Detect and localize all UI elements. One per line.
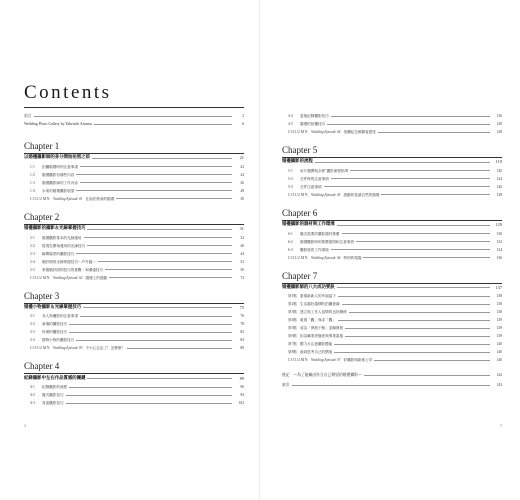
toc-page-number: 89 bbox=[239, 375, 244, 381]
toc-section-entry bbox=[24, 258, 244, 266]
chapter-heading: Chapter 5 bbox=[282, 145, 318, 155]
leader-line bbox=[331, 116, 490, 117]
toc-page-number: 102 bbox=[238, 401, 244, 406]
section-title: 生活越好越開的拍攝意識 bbox=[300, 302, 340, 307]
section-number: 5-1 bbox=[288, 168, 293, 173]
section-title: 重視新新人的幸福當下 bbox=[300, 294, 336, 299]
column-title: 特別的現場 bbox=[343, 255, 362, 260]
toc-section-entry bbox=[282, 300, 502, 308]
chapter-title: 婚禮攝影的流程 bbox=[282, 159, 313, 165]
toc-page-number: 120 bbox=[496, 168, 502, 173]
toc-page-number: 6 bbox=[242, 122, 244, 126]
toc-section-entry bbox=[24, 383, 244, 391]
toc-column-entry bbox=[24, 344, 244, 352]
left-toc bbox=[24, 112, 244, 407]
right-toc bbox=[282, 112, 502, 390]
section-title: 掌握婚紗照的技巧的挑戰・和溝通技巧 bbox=[42, 267, 104, 272]
toc-back-entry bbox=[282, 370, 502, 380]
toc-page-number: 74 bbox=[240, 275, 244, 280]
chapter-title: 婚禮攝影的器材與工作環境 bbox=[282, 222, 335, 228]
left-page bbox=[0, 0, 259, 500]
chapter-title: 以婚禮攝影師的身分開始拍照之前 bbox=[24, 155, 90, 161]
toc-section-entry bbox=[282, 120, 502, 128]
toc-page-number: 142 bbox=[496, 373, 502, 378]
toc-section-entry bbox=[282, 183, 502, 191]
episode-label: Wedding Episode 03 bbox=[53, 346, 83, 351]
leader-line bbox=[92, 158, 232, 159]
leader-line bbox=[127, 348, 232, 349]
section-number: 6-2 bbox=[288, 239, 293, 244]
section-number: 2-2 bbox=[30, 243, 35, 248]
episode-label: Wedding Episode 02 bbox=[53, 275, 83, 280]
leader-line bbox=[315, 162, 490, 163]
section-number: 第4點 bbox=[288, 318, 297, 323]
section-title: 儀式需要的攝影器材推薦 bbox=[300, 231, 340, 236]
leader-line bbox=[80, 316, 232, 317]
leader-line bbox=[337, 225, 490, 226]
leader-line bbox=[337, 287, 490, 288]
toc-page-number: 44 bbox=[240, 251, 244, 256]
chapter-title-entry bbox=[282, 283, 502, 292]
section-number: 第6點 bbox=[288, 334, 297, 339]
toc-section-entry bbox=[282, 230, 502, 238]
chapter-title: 婚禮攝影師的八大成功要訣 bbox=[282, 284, 335, 290]
toc-page-number: 75 bbox=[239, 304, 244, 310]
toc-section-entry bbox=[24, 163, 244, 171]
section-number: 第8點 bbox=[288, 350, 297, 355]
column-label: COLUMN bbox=[30, 275, 51, 280]
section-title: 靜物小物的攝影技巧 bbox=[42, 338, 75, 343]
page-title: Contents bbox=[24, 82, 112, 103]
section-number: 6-1 bbox=[288, 231, 293, 236]
section-title: 會場的攝影技巧 bbox=[42, 322, 68, 327]
section-number: 3-1 bbox=[30, 314, 35, 319]
column-title: 在南法教會的婚禮 bbox=[85, 196, 115, 201]
toc-section-entry bbox=[282, 167, 502, 175]
leader-line bbox=[84, 237, 232, 238]
section-title: 婚禮攝影有哪些內容 bbox=[42, 172, 75, 177]
section-title: 體力＆注意攝影體能 bbox=[300, 342, 333, 347]
toc-section-entry bbox=[24, 336, 244, 344]
column-title: 拍攝紀念照顧客感受 bbox=[343, 130, 376, 134]
toc-page-number: 134 bbox=[496, 247, 502, 252]
toc-page-number: 40 bbox=[240, 243, 244, 248]
leader-line bbox=[76, 253, 232, 254]
section-number: 第1點 bbox=[288, 294, 297, 299]
spacer bbox=[24, 128, 244, 132]
section-number: 5-2 bbox=[288, 176, 293, 181]
toc-page-number: 21 bbox=[239, 155, 244, 161]
section-number: 4-5 bbox=[288, 122, 293, 126]
episode-label: Wedding Episode 05 bbox=[311, 192, 341, 197]
leader-line bbox=[342, 304, 490, 305]
leader-line bbox=[80, 166, 232, 167]
toc-section-entry bbox=[282, 292, 502, 300]
column-title: 感動的是讓自然的婚禮 bbox=[343, 192, 380, 197]
section-title: 非人物攝影的注意事項 bbox=[42, 314, 78, 319]
section-number: 2-4 bbox=[30, 259, 35, 264]
section-number: 3-2 bbox=[30, 322, 35, 327]
leader-line bbox=[87, 378, 232, 379]
page-folio-right: 5 bbox=[500, 424, 502, 428]
section-title: 儀式攝影技巧 bbox=[42, 393, 64, 398]
toc-back-entry bbox=[282, 380, 502, 390]
column-title: 不小心忘記了！怎麼辦！ bbox=[85, 346, 126, 351]
section-title: 瞬間場景的攝影技巧 bbox=[42, 251, 75, 256]
section-title: 從現在開始運用的光線技巧 bbox=[42, 243, 86, 248]
section-number: 3-3 bbox=[30, 330, 35, 335]
section-number: 第5點 bbox=[288, 326, 297, 331]
section-title: 婚禮攝影基本的光線運用 bbox=[42, 235, 82, 240]
section-number: 第7點 bbox=[288, 342, 297, 347]
toc-column-entry bbox=[24, 274, 244, 282]
toc-section-entry bbox=[24, 399, 244, 407]
toc-section-entry bbox=[24, 312, 244, 320]
leader-line bbox=[345, 336, 490, 337]
toc-page-number: 138 bbox=[496, 294, 502, 299]
leader-line bbox=[80, 182, 232, 183]
section-number: 第3點 bbox=[288, 310, 297, 315]
toc-section-entry bbox=[282, 308, 502, 316]
toc-page-number: 138 bbox=[496, 302, 502, 307]
chapter-title-entry bbox=[282, 158, 502, 167]
section-number: 4-3 bbox=[30, 401, 35, 406]
toc-section-entry bbox=[282, 348, 502, 356]
chapter-title: 婚禮攝影的攝影＆光線掌握技巧 bbox=[24, 226, 86, 232]
leader-line bbox=[76, 340, 232, 341]
toc-section-entry bbox=[24, 242, 244, 250]
toc-page-number: 138 bbox=[496, 310, 502, 315]
column-label: COLUMN bbox=[30, 346, 51, 351]
title-rule bbox=[24, 107, 244, 108]
toc-entry-text: Wedding Photo Gallery by Takeuchi Atsuma bbox=[24, 122, 92, 126]
leader-line bbox=[116, 198, 232, 199]
toc-page-number: 116 bbox=[496, 114, 502, 118]
leader-line bbox=[292, 385, 490, 386]
toc-page-number: 140 bbox=[496, 342, 502, 347]
toc-section-entry bbox=[24, 179, 244, 187]
section-number: 5-3 bbox=[288, 184, 293, 189]
chapter-heading: Chapter 6 bbox=[282, 207, 318, 218]
toc-section-entry bbox=[282, 246, 502, 254]
toc-page-number: 129 bbox=[495, 222, 502, 228]
toc-front-entry bbox=[24, 120, 244, 128]
chapter-heading: Chapter 4 bbox=[24, 361, 60, 372]
toc-page-number: 124 bbox=[496, 176, 502, 181]
toc-page-number: 120 bbox=[496, 122, 502, 126]
leader-line bbox=[94, 124, 232, 125]
page-folio-left: 4 bbox=[24, 424, 26, 428]
toc-section-entry bbox=[282, 332, 502, 340]
leader-line bbox=[34, 116, 232, 117]
section-number: 6-3 bbox=[288, 247, 293, 252]
leader-line bbox=[378, 132, 490, 133]
section-number: 3-4 bbox=[30, 338, 35, 343]
section-title: 建立與工作人員間的良好關係 bbox=[300, 310, 347, 315]
leader-line bbox=[356, 241, 490, 242]
toc-page-number: 32 bbox=[240, 235, 244, 240]
toc-page-number: 139 bbox=[496, 334, 502, 339]
toc-column-entry bbox=[24, 195, 244, 203]
toc-section-entry bbox=[282, 112, 502, 120]
leader-line bbox=[349, 312, 490, 313]
section-title: 成為「發展干飯」並聯發展 bbox=[300, 326, 344, 331]
leader-line bbox=[334, 352, 490, 353]
section-number: 2-5 bbox=[30, 267, 35, 272]
section-title: 紀錄攝影的流程 bbox=[42, 385, 68, 390]
toc-column-entry bbox=[282, 254, 502, 262]
toc-page-number: 137 bbox=[495, 284, 502, 290]
section-number: 第2點 bbox=[288, 302, 297, 307]
toc-page-number: 140 bbox=[496, 358, 502, 363]
toc-section-entry bbox=[282, 324, 502, 332]
toc-page-number: 128 bbox=[496, 192, 502, 197]
episode-label: Wedding Episode 01 bbox=[53, 196, 83, 201]
column-title: 好攝影與新郎公司 bbox=[343, 358, 373, 363]
toc-section-entry bbox=[24, 266, 244, 274]
toc-page-number: 128 bbox=[496, 130, 502, 134]
toc-column-entry bbox=[282, 128, 502, 136]
leader-line bbox=[364, 375, 490, 376]
toc-column-entry bbox=[282, 191, 502, 199]
chapter-heading: Chapter 7 bbox=[282, 270, 318, 281]
leader-line bbox=[87, 229, 232, 230]
leader-line bbox=[350, 170, 490, 171]
toc-page-number: 94 bbox=[240, 393, 244, 398]
section-title: 拍攝婚禮時的注意事項 bbox=[42, 164, 78, 169]
toc-page-number: 84 bbox=[240, 338, 244, 343]
toc-page-number: 31 bbox=[239, 226, 244, 232]
section-title: 拓為職業者態度與專業素養 bbox=[300, 334, 344, 339]
section-number: 4-2 bbox=[30, 393, 35, 398]
toc-section-entry bbox=[282, 340, 502, 348]
toc-page-number: 136 bbox=[496, 255, 502, 260]
chapter-title: 婚禮小物攝影＆光線掌握技巧 bbox=[24, 304, 82, 310]
section-title: 喜宴攝影技巧 bbox=[42, 401, 64, 406]
column-label: COLUMN bbox=[288, 255, 309, 260]
toc-page-number: 56 bbox=[240, 267, 244, 272]
leader-line bbox=[69, 387, 232, 388]
section-number: 4-1 bbox=[30, 385, 35, 390]
toc-section-entry bbox=[24, 320, 244, 328]
toc-page-number: 130 bbox=[496, 231, 502, 236]
leader-line bbox=[76, 190, 232, 191]
section-title: 重視「觀」與求「觀」 bbox=[300, 318, 336, 323]
toc-section-entry bbox=[24, 234, 244, 242]
leader-line bbox=[331, 178, 490, 179]
section-title: 交件時的注意事項 bbox=[300, 176, 329, 181]
right-page bbox=[260, 0, 520, 500]
toc-page-number: 126 bbox=[496, 184, 502, 189]
toc-page-number: 78 bbox=[240, 322, 244, 327]
chapter-title-entry bbox=[282, 221, 502, 230]
toc-section-entry bbox=[24, 171, 244, 179]
chapter-heading: Chapter 3 bbox=[24, 290, 60, 301]
leader-line bbox=[98, 261, 232, 262]
leader-line bbox=[334, 344, 490, 345]
toc-section-entry bbox=[24, 187, 244, 195]
toc-page-number: 28 bbox=[240, 188, 244, 193]
toc-page-number: 139 bbox=[496, 326, 502, 331]
section-title: 宴後紀錄攝影技巧 bbox=[300, 114, 329, 118]
leader-line bbox=[342, 233, 490, 234]
column-label: COLUMN bbox=[288, 192, 309, 197]
toc-page-number: 22 bbox=[240, 164, 244, 169]
chapter-title-entry bbox=[24, 374, 244, 383]
toc-page-number: 132 bbox=[496, 239, 502, 244]
leader-line bbox=[345, 328, 490, 329]
leader-line bbox=[324, 186, 490, 187]
toc-page-number: 139 bbox=[496, 318, 502, 323]
section-title: 就真思考自己的價值 bbox=[300, 350, 333, 355]
episode-label: Wedding Episode 06 bbox=[311, 255, 341, 260]
toc-section-entry bbox=[282, 238, 502, 246]
chapter-heading: Chapter 1 bbox=[24, 141, 60, 151]
section-number: 1-3 bbox=[30, 180, 35, 185]
section-number: 1-4 bbox=[30, 188, 35, 193]
toc-page-number: 2 bbox=[242, 114, 244, 118]
section-title: 婚紗照的光線掌握技巧～戶外篇～ bbox=[42, 259, 96, 264]
leader-line bbox=[87, 245, 232, 246]
chapter-title-entry bbox=[24, 225, 244, 234]
toc-front-entry bbox=[24, 112, 244, 120]
toc-section-entry bbox=[282, 316, 502, 324]
chapter-title-entry bbox=[24, 154, 244, 163]
leader-line bbox=[381, 194, 490, 195]
toc-page-number: 30 bbox=[240, 196, 244, 201]
toc-entry-text: 前言 bbox=[24, 114, 32, 118]
toc-page-number: 88 bbox=[240, 346, 244, 351]
leader-line bbox=[66, 403, 232, 404]
section-number: 1-2 bbox=[30, 172, 35, 177]
section-title: 婚禮攝影師的工作內容 bbox=[42, 180, 78, 185]
toc-page-number: 76 bbox=[240, 314, 244, 319]
leader-line bbox=[327, 124, 490, 125]
column-title: 婚禮上的感動 bbox=[85, 275, 108, 280]
section-number: 2-3 bbox=[30, 251, 35, 256]
section-number: 2-1 bbox=[30, 235, 35, 240]
section-number: 1-1 bbox=[30, 164, 35, 169]
toc-page-number: 90 bbox=[240, 385, 244, 390]
leader-line bbox=[338, 320, 490, 321]
toc-page-number: 52 bbox=[240, 259, 244, 264]
episode-label: Wedding Episode 07 bbox=[311, 358, 341, 363]
section-title: 交件注意事項 bbox=[300, 184, 322, 189]
section-title: 料理的攝影技巧 bbox=[42, 330, 68, 335]
leader-line bbox=[105, 269, 232, 270]
toc-section-entry bbox=[24, 391, 244, 399]
toc-section-entry bbox=[24, 328, 244, 336]
toc-section-entry bbox=[282, 175, 502, 183]
toc-column-entry bbox=[282, 356, 502, 364]
section-title: 儀禮的拍攝技巧 bbox=[300, 122, 326, 126]
toc-page-number: 140 bbox=[496, 350, 502, 355]
leader-line bbox=[69, 324, 232, 325]
chapter-title: 紀錄攝影中左右作品質感的關鍵 bbox=[24, 375, 86, 381]
column-label: COLUMN bbox=[288, 130, 309, 134]
leader-line bbox=[66, 395, 232, 396]
column-label: COLUMN bbox=[288, 358, 309, 363]
section-title: 用片選擇與全程"攝影流程指導 bbox=[300, 168, 349, 173]
toc-page-number: 26 bbox=[240, 180, 244, 185]
toc-section-entry bbox=[24, 250, 244, 258]
toc-page-number: 82 bbox=[240, 330, 244, 335]
toc-page-number: 119 bbox=[495, 159, 502, 165]
leader-line bbox=[374, 360, 490, 361]
leader-line bbox=[109, 277, 232, 278]
section-title: 攝影後的工作環境 bbox=[300, 247, 329, 252]
column-label: COLUMN bbox=[30, 196, 51, 201]
chapter-heading: Chapter 2 bbox=[24, 211, 60, 222]
toc-entry-text: 索引 bbox=[282, 383, 290, 388]
leader-line bbox=[363, 257, 490, 258]
section-title: 婚禮攝影時的推薦規則和注意事項 bbox=[300, 239, 354, 244]
episode-label: Wedding Episode 04 bbox=[311, 130, 341, 134]
leader-line bbox=[69, 332, 232, 333]
leader-line bbox=[338, 296, 490, 297]
chapter-title-entry bbox=[24, 303, 244, 312]
leader-line bbox=[76, 174, 232, 175]
leader-line bbox=[83, 307, 232, 308]
toc-page-number: 24 bbox=[240, 172, 244, 177]
leader-line bbox=[331, 249, 490, 250]
toc-page-number: 143 bbox=[496, 383, 502, 388]
section-title: 未來的婚禮攝影展望 bbox=[42, 188, 75, 193]
section-number: 4-4 bbox=[288, 114, 293, 118]
toc-entry-text: 後記 ～為了能輸出符合自己期望的婚禮攝影～ bbox=[282, 373, 362, 378]
